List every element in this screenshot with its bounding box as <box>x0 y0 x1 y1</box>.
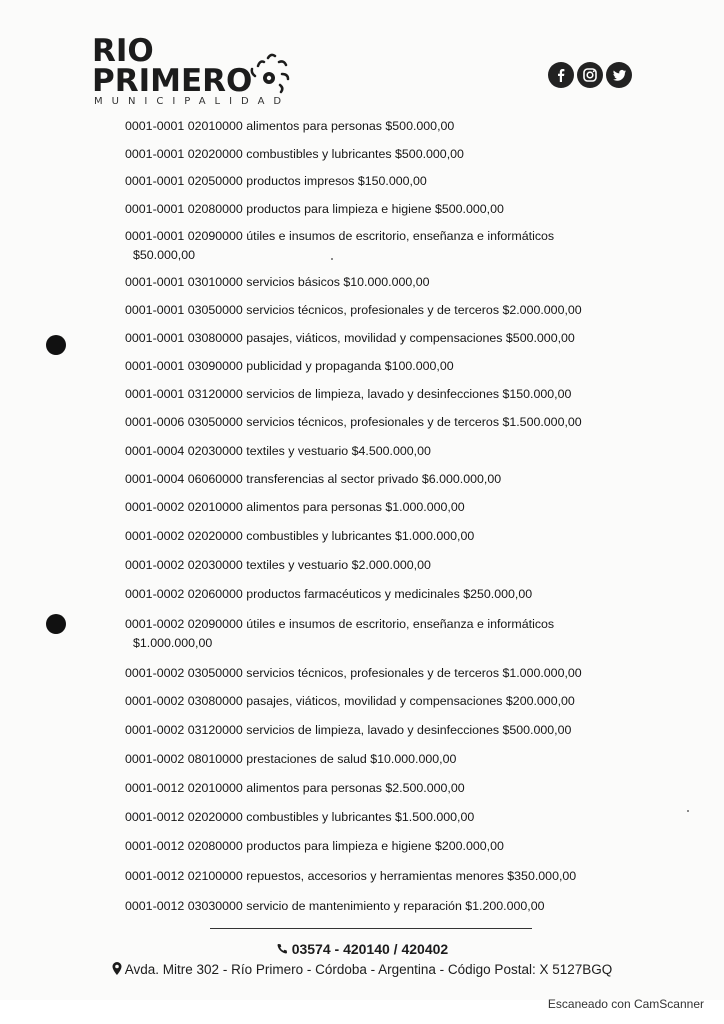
budget-line: 0001-0002 02030000 textiles y vestuario $2.000.000,00 <box>125 558 431 572</box>
budget-line <box>125 615 620 653</box>
budget-line: 0001-0001 02010000 alimentos para personas $500.000,00 <box>125 119 455 133</box>
budget-line: 0001-0001 03120000 servicios de limpieza, lavado y desinfecciones $150.000,00 <box>125 387 572 401</box>
budget-line: 0001-0002 03050000 servicios técnicos, profesionales y de terceros $1.000.000,00 <box>125 666 582 680</box>
footer-phone-text: 03574 - 420140 / 420402 <box>291 941 449 957</box>
facebook-icon <box>548 62 574 88</box>
scan-speck <box>687 810 689 812</box>
budget-line-amount: $50.000,00 <box>133 248 196 262</box>
budget-line: 0001-0012 02020000 combustibles y lubricantes $1.500.000,00 <box>125 810 475 824</box>
budget-line-text: 0001-0002 02090000 útiles e insumos de escritorio, enseñanza e informáticos <box>125 617 555 631</box>
budget-line: 0001-0001 02020000 combustibles y lubricantes $500.000,00 <box>125 147 464 161</box>
footer-divider <box>210 928 532 929</box>
budget-line: 0001-0002 03080000 pasajes, viáticos, movilidad y compensaciones $200.000,00 <box>125 694 575 708</box>
budget-line: 0001-0006 03050000 servicios técnicos, profesionales y de terceros $1.500.000,00 <box>125 415 582 429</box>
camscanner-watermark: Escaneado con CamScanner <box>547 997 704 1011</box>
budget-line: 0001-0012 02100000 repuestos, accesorios y herramientas menores $350.000,00 <box>125 869 577 883</box>
social-icons <box>548 62 632 88</box>
budget-line: 0001-0004 02030000 textiles y vestuario $4.500.000,00 <box>125 444 431 458</box>
footer-address-text: Avda. Mitre 302 - Río Primero - Córdoba - Argentina - Código Postal: X 5127BGQ <box>124 962 613 977</box>
twitter-icon <box>606 62 632 88</box>
phone-icon <box>276 943 288 955</box>
footer-address <box>0 962 724 977</box>
budget-line: 0001-0002 08010000 prestaciones de salud $10.000.000,00 <box>125 752 457 766</box>
instagram-icon <box>577 62 603 88</box>
budget-line <box>125 227 620 265</box>
budget-line: 0001-0001 03050000 servicios técnicos, profesionales y de terceros $2.000.000,00 <box>125 303 582 317</box>
budget-line: 0001-0012 02010000 alimentos para personas $2.500.000,00 <box>125 781 465 795</box>
footer-phone <box>0 941 724 957</box>
sun-icon <box>246 48 292 94</box>
binder-hole <box>46 335 66 355</box>
budget-line: 0001-0002 02020000 combustibles y lubricantes $1.000.000,00 <box>125 529 475 543</box>
budget-line: 0001-0012 03030000 servicio de mantenimiento y reparación $1.200.000,00 <box>125 899 545 913</box>
budget-line: 0001-0002 02060000 productos farmacéuticos y medicinales $250.000,00 <box>125 587 533 601</box>
municipality-logo <box>92 33 302 112</box>
budget-line: 0001-0001 02080000 productos para limpieza e higiene $500.000,00 <box>125 202 504 216</box>
budget-line: 0001-0001 03010000 servicios básicos $10.000.000,00 <box>125 275 430 289</box>
budget-line: 0001-0002 02010000 alimentos para personas $1.000.000,00 <box>125 500 465 514</box>
logo-line-2: PRIMERO <box>92 63 253 99</box>
budget-line: 0001-0004 06060000 transferencias al sector privado $6.000.000,00 <box>125 472 502 486</box>
budget-line-amount: $1.000.000,00 <box>133 636 213 650</box>
budget-line: 0001-0002 03120000 servicios de limpieza, lavado y desinfecciones $500.000,00 <box>125 723 572 737</box>
binder-hole <box>46 614 66 634</box>
logo-line-1: RIO <box>92 33 154 69</box>
budget-line: 0001-0001 03080000 pasajes, viáticos, movilidad y compensaciones $500.000,00 <box>125 331 575 345</box>
budget-line: 0001-0001 02050000 productos impresos $150.000,00 <box>125 174 427 188</box>
budget-line: 0001-0001 03090000 publicidad y propaganda $100.000,00 <box>125 359 454 373</box>
budget-line: 0001-0012 02080000 productos para limpieza e higiene $200.000,00 <box>125 839 504 853</box>
logo-subtitle: MUNICIPALIDAD <box>94 96 291 107</box>
location-pin-icon <box>112 962 122 975</box>
budget-line-text: 0001-0001 02090000 útiles e insumos de escritorio, enseñanza e informáticos <box>125 229 555 243</box>
